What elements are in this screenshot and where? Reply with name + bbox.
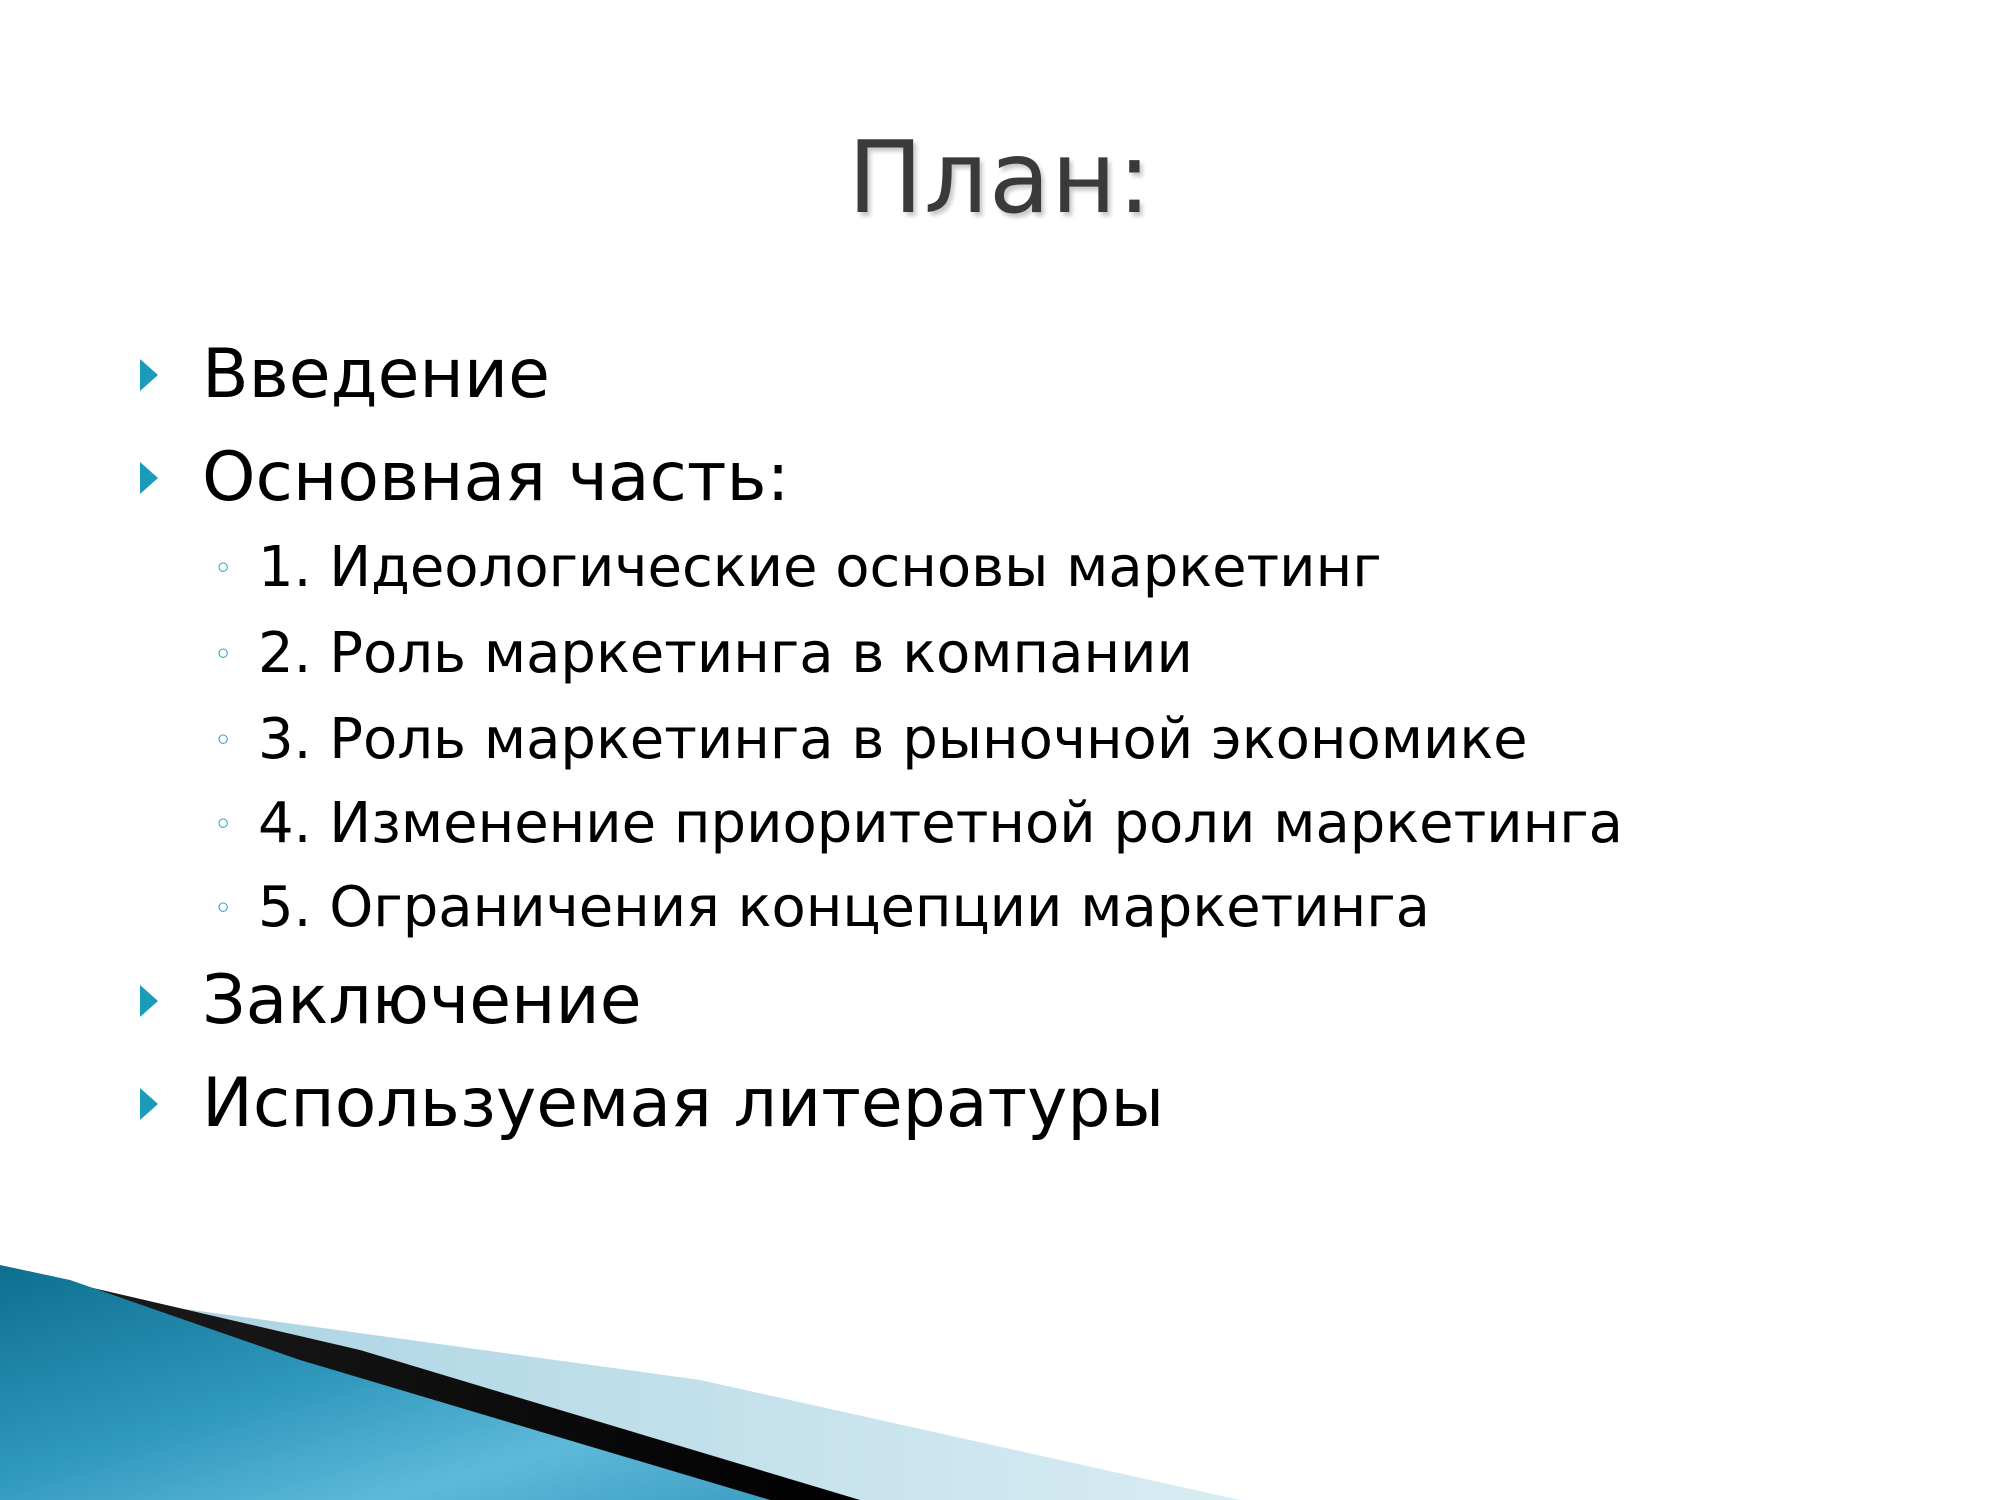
sub-bullet-text: 2. Роль маркетинга в компании xyxy=(258,621,1193,686)
bullet-text: Основная часть: xyxy=(202,438,790,517)
triangle-bullet-icon xyxy=(140,359,158,391)
slide-title: План: xyxy=(847,119,1153,236)
bullet-text: Заключение xyxy=(202,961,642,1040)
circle-bullet-icon: ◦ xyxy=(213,721,233,759)
sub-bullet-text: 5. Ограничения концепции маркетинга xyxy=(258,875,1430,940)
sub-bullet-text: 1. Идеологические основы маркетинг xyxy=(258,535,1382,600)
bullet-text: Введение xyxy=(202,335,550,414)
circle-bullet-icon: ◦ xyxy=(213,889,233,927)
circle-bullet-icon: ◦ xyxy=(213,549,233,587)
sub-bullet-text: 4. Изменение приоритетной роли маркетинга xyxy=(258,791,1623,856)
triangle-bullet-icon xyxy=(140,462,158,494)
triangle-bullet-icon xyxy=(140,1088,158,1120)
bullet-text: Используемая литературы xyxy=(202,1064,1165,1143)
triangle-bullet-icon xyxy=(140,985,158,1017)
circle-bullet-icon: ◦ xyxy=(213,805,233,843)
circle-bullet-icon: ◦ xyxy=(213,635,233,673)
sub-bullet-text: 3. Роль маркетинга в рыночной экономике xyxy=(258,707,1528,772)
